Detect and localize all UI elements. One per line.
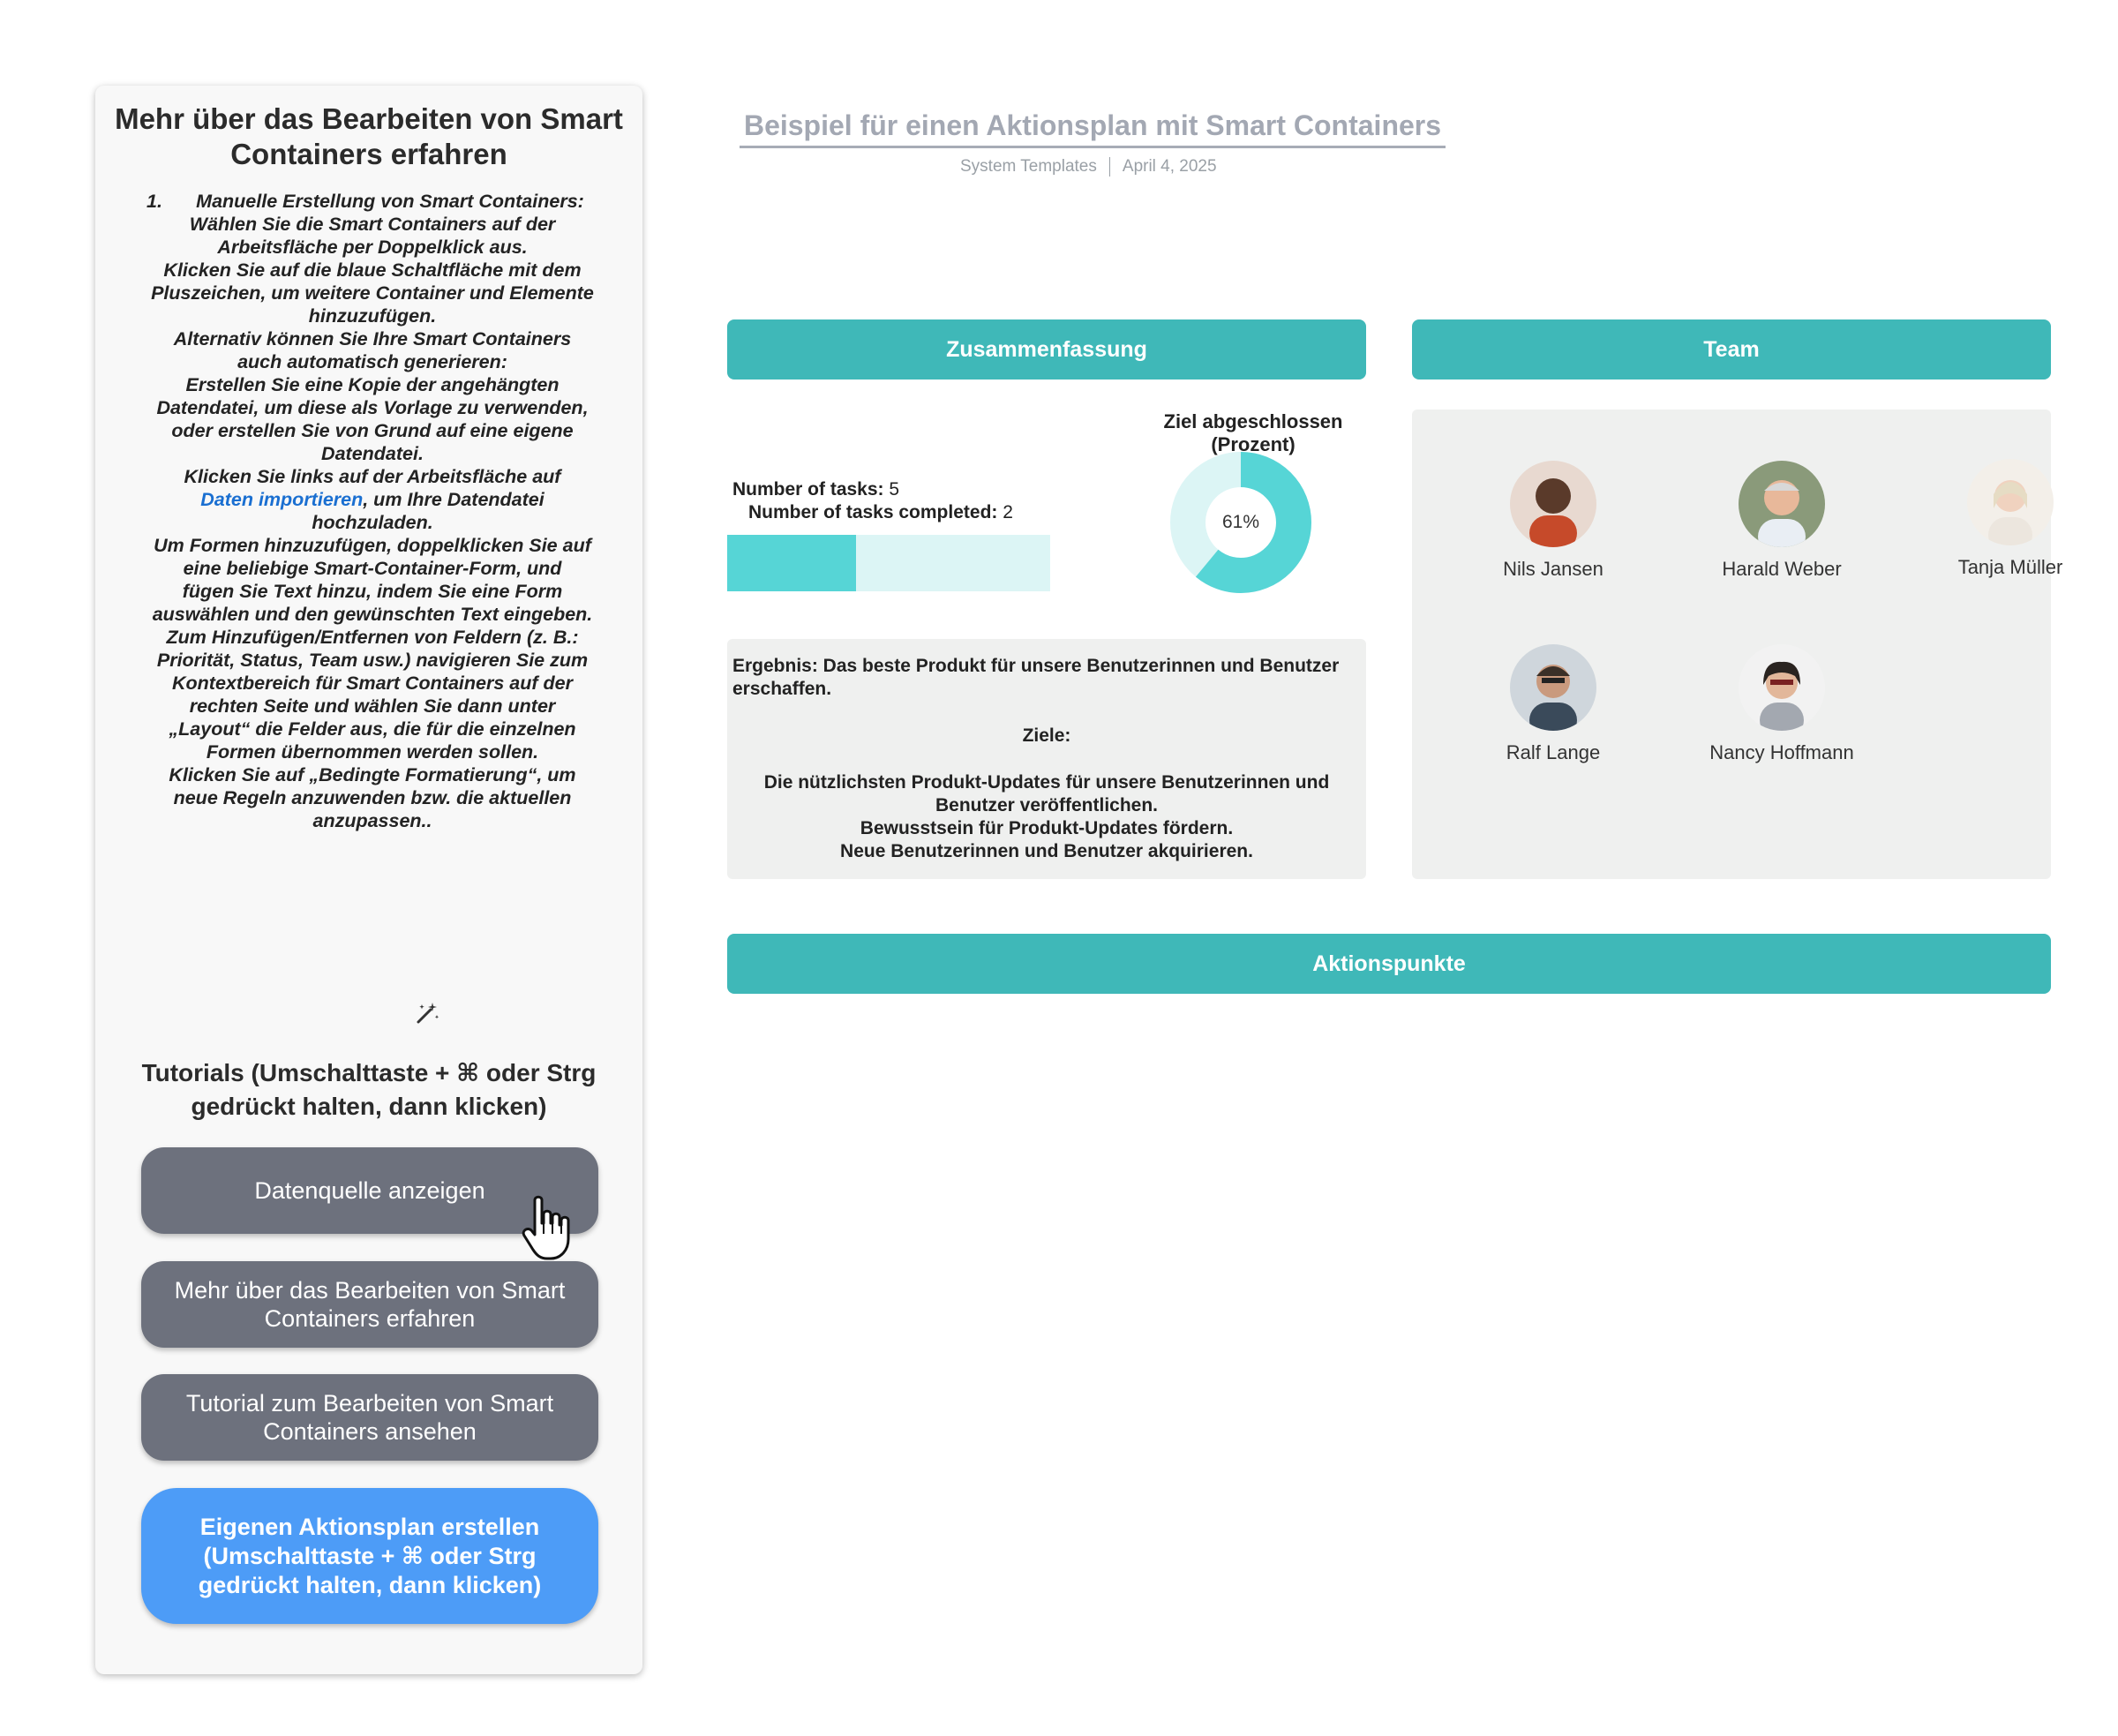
goal-item: Bewusstsein für Produkt-Updates fördern. xyxy=(860,818,1234,838)
instructions-text xyxy=(138,190,607,832)
instruction-line: Erstellen Sie eine Kopie der angehängten xyxy=(185,374,560,395)
completed-value: 2 xyxy=(1003,502,1013,522)
member-name: Nils Jansen xyxy=(1503,558,1604,580)
instruction-line: Um Formen hinzuzufügen, doppelklicken Sie auf xyxy=(154,535,591,556)
create-action-plan-button[interactable]: Eigenen Aktionsplan erstellen (Umschalttaste + ⌘ oder Strg gedrückt halten, dann klicken) xyxy=(141,1488,598,1624)
instruction-line: fügen Sie Text hinzu, indem Sie eine Form xyxy=(182,581,563,602)
instruction-line: Arbeitsfläche per Doppelklick aus. xyxy=(217,237,528,258)
show-data-source-button[interactable]: Datenquelle anzeigen xyxy=(141,1147,598,1234)
import-data-link[interactable]: Daten importieren xyxy=(200,489,364,510)
instruction-line: neue Regeln anzuwenden bzw. die aktuellen xyxy=(173,787,572,808)
instruction-line: anzupassen.. xyxy=(312,810,432,831)
instruction-line: Klicken Sie auf „Bedingte Formatierung“, um xyxy=(169,764,576,785)
completed-row xyxy=(732,501,1013,524)
goal-item: Neue Benutzerinnen und Benutzer akquirieren. xyxy=(840,841,1253,861)
instruction-line: Datendatei. xyxy=(321,443,424,464)
instruction-line: rechten Seite und wählen Sie dann unter xyxy=(189,695,556,717)
instruction-line: Pluszeichen, um weitere Container und Elemente xyxy=(151,282,594,304)
learn-more-button[interactable]: Mehr über das Bearbeiten von Smart Containers erfahren xyxy=(141,1261,598,1348)
tasks-value: 5 xyxy=(889,479,900,500)
instruction-line: eine beliebige Smart-Container-Form, und xyxy=(183,558,562,579)
instruction-line: oder erstellen Sie von Grund auf eine eigene xyxy=(171,420,574,441)
avatar xyxy=(1510,644,1596,731)
section-header-summary[interactable]: Zusammenfassung xyxy=(727,319,1366,380)
instruction-line: Klicken Sie links auf der Arbeitsfläche auf xyxy=(184,466,561,487)
instruction-line: hinzuzufügen. xyxy=(308,305,437,327)
member-name: Harald Weber xyxy=(1722,558,1842,580)
completed-label: Number of tasks completed: xyxy=(748,502,998,522)
instruction-line-with-link xyxy=(138,488,607,511)
member-name: Nancy Hoffmann xyxy=(1709,741,1854,763)
instruction-line: Wählen Sie die Smart Containers auf der xyxy=(189,214,556,235)
avatar xyxy=(1739,644,1825,731)
goals-list xyxy=(736,771,1357,863)
instruction-line: hochzuladen. xyxy=(312,512,433,533)
author: System Templates xyxy=(960,157,1097,177)
progress-bar xyxy=(727,535,1050,591)
instruction-line: Formen übernommen werden sollen. xyxy=(206,741,539,763)
instruction-line: Klicken Sie auf die blaue Schaltfläche mit dem xyxy=(163,259,582,281)
result-text: Ergebnis: Das beste Produkt für unsere Benutzerinnen und Benutzer erschaffen. xyxy=(732,656,1340,699)
watch-tutorial-button[interactable]: Tutorial zum Bearbeiten von Smart Containers ansehen xyxy=(141,1374,598,1461)
meta-separator xyxy=(1109,157,1110,177)
instruction-line: auch automatisch generieren: xyxy=(237,351,507,372)
avatar xyxy=(1510,461,1596,547)
member-name: Tanja Müller xyxy=(1957,556,2063,578)
team-member[interactable] xyxy=(1456,644,1650,764)
instruction-line: Datendatei, um diese als Vorlage zu verwenden, xyxy=(156,397,589,418)
instruction-text: , um Ihre Datendatei xyxy=(363,489,545,510)
donut-label: Ziel abgeschlossen (Prozent) xyxy=(1163,410,1343,455)
tutorials-title: Tutorials (Umschalttaste + ⌘ oder Strg gedrückt halten, dann klicken) xyxy=(141,1059,597,1120)
info-panel xyxy=(95,86,642,1674)
result-box[interactable] xyxy=(727,639,1366,879)
date: April 4, 2025 xyxy=(1122,157,1217,177)
goal-item: Die nützlichsten Produkt-Updates für unsere Benutzerinnen und Benutzer veröffentlichen. xyxy=(763,772,1330,815)
instruction-line: Alternativ können Sie Ihre Smart Containers xyxy=(173,328,572,349)
team-member[interactable] xyxy=(1456,461,1650,581)
team-box[interactable] xyxy=(1412,410,2063,879)
instruction-line: auswählen und den gewünschten Text eingeben. xyxy=(152,604,593,625)
document-title[interactable]: Beispiel für einen Aktionsplan mit Smart Containers xyxy=(740,109,1446,148)
instruction-line: Zum Hinzufügen/Entfernen von Feldern (z. B.: xyxy=(166,627,579,648)
team-member[interactable] xyxy=(1685,461,1879,581)
progress-fill xyxy=(727,535,856,591)
document-meta xyxy=(960,157,1217,177)
instruction-line: Manuelle Erstellung von Smart Containers: xyxy=(196,191,584,212)
instruction-line: „Layout“ die Felder aus, die für die einzelnen xyxy=(169,718,576,740)
list-number: 1. xyxy=(146,191,162,212)
member-name: Ralf Lange xyxy=(1506,741,1601,763)
tasks-row xyxy=(732,478,1013,501)
panel-title: Mehr über das Bearbeiten von Smart Containers erfahren xyxy=(115,102,623,170)
instruction-line: Kontextbereich für Smart Containers auf der xyxy=(172,673,573,694)
avatar xyxy=(1967,459,2054,545)
section-header-team[interactable]: Team xyxy=(1412,319,2051,380)
donut-value: 61% xyxy=(1221,512,1260,532)
magic-wand-icon[interactable] xyxy=(413,999,441,1027)
instruction-line: Priorität, Status, Team usw.) navigieren Sie zum xyxy=(156,650,589,671)
tasks-label: Number of tasks: xyxy=(732,479,884,500)
team-member[interactable] xyxy=(1913,459,2107,579)
hand-pointer-icon xyxy=(521,1193,590,1264)
task-stats xyxy=(732,478,1013,524)
avatar xyxy=(1739,461,1825,547)
team-member[interactable] xyxy=(1685,644,1879,764)
section-header-actions[interactable]: Aktionspunkte xyxy=(727,934,2051,994)
goals-title: Ziele: xyxy=(1022,725,1071,746)
